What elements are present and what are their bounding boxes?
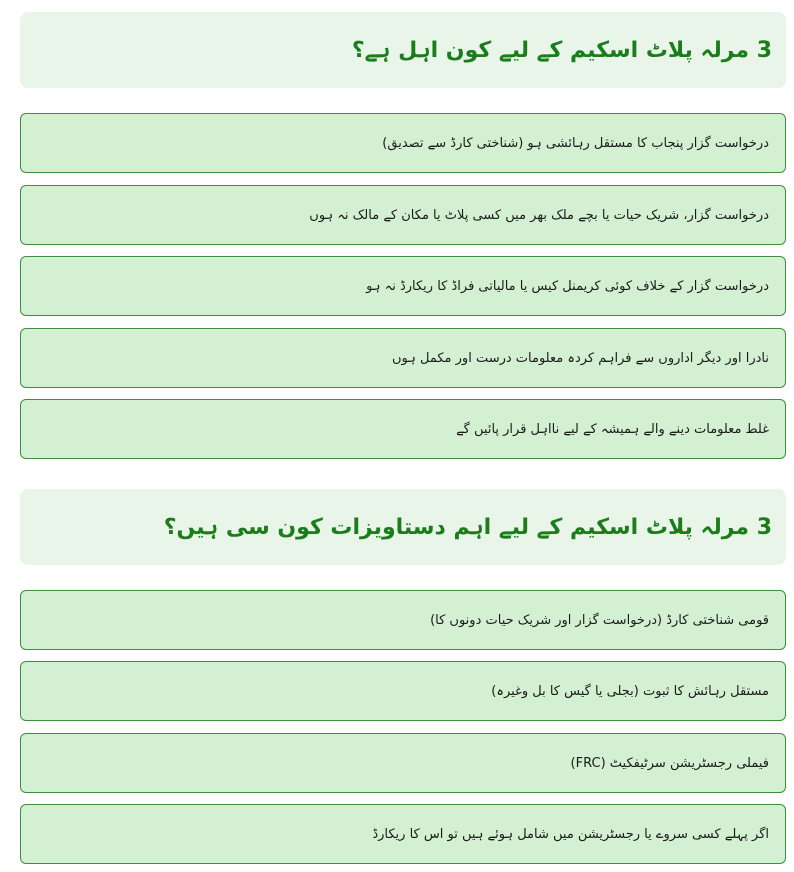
documents-item [20, 733, 786, 793]
eligibility-heading-box [20, 12, 786, 88]
eligibility-item [20, 399, 786, 459]
documents-item [20, 804, 786, 864]
documents-item-text: اگر پہلے کسی سروے یا رجسٹریشن میں شامل ہوئے ہیں تو اس کا ریکارڈ [372, 826, 769, 842]
eligibility-item [20, 113, 786, 173]
documents-item-text: فیملی رجسٹریشن سرٹیفکیٹ (FRC) [570, 755, 769, 771]
documents-item-text: مستقل رہائش کا ثبوت (بجلی یا گیس کا بل وغیرہ) [491, 683, 769, 699]
eligibility-heading: 3 مرلہ پلاٹ اسکیم کے لیے کون اہل ہے؟ [351, 37, 772, 63]
eligibility-item [20, 256, 786, 316]
documents-section [20, 489, 786, 565]
documents-item-text: قومی شناختی کارڈ (درخواست گزار اور شریک حیات دونوں کا) [430, 612, 769, 628]
documents-item [20, 590, 786, 650]
eligibility-item-text: درخواست گزار پنجاب کا مستقل رہائشی ہو (شناختی کارڈ سے تصدیق) [382, 135, 769, 151]
eligibility-item-text: درخواست گزار، شریک حیات یا بچے ملک بھر میں کسی پلاٹ یا مکان کے مالک نہ ہوں [309, 207, 769, 223]
eligibility-section [20, 12, 786, 88]
eligibility-item-text: درخواست گزار کے خلاف کوئی کریمنل کیس یا مالیاتی فراڈ کا ریکارڈ نہ ہو [366, 278, 769, 294]
eligibility-item [20, 185, 786, 245]
eligibility-item [20, 328, 786, 388]
eligibility-item-text: غلط معلومات دینے والے ہمیشہ کے لیے نااہل قرار پائیں گے [456, 421, 769, 437]
documents-heading: 3 مرلہ پلاٹ اسکیم کے لیے اہم دستاویزات کون سی ہیں؟ [163, 514, 772, 540]
documents-heading-box [20, 489, 786, 565]
documents-item [20, 661, 786, 721]
eligibility-item-text: نادرا اور دیگر اداروں سے فراہم کردہ معلومات درست اور مکمل ہوں [392, 350, 769, 366]
